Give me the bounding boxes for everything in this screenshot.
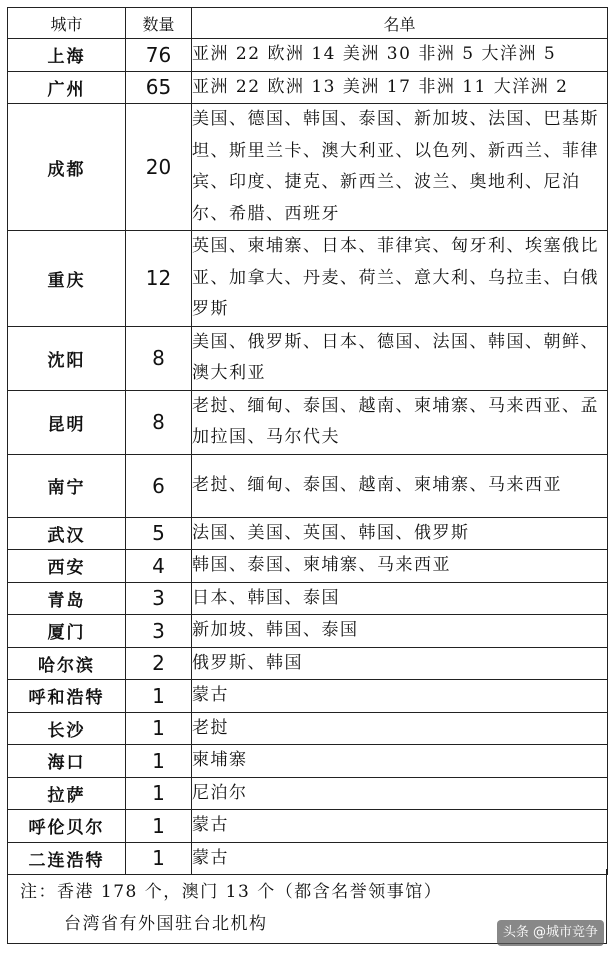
table-row	[8, 517, 608, 550]
row-city: 重庆	[8, 231, 126, 327]
footnote-line-2: 台湾省有外国驻台北机构	[64, 914, 268, 934]
table-row	[8, 712, 608, 745]
row-city: 上海	[8, 39, 126, 72]
row-count: 3	[126, 615, 192, 648]
table-row	[8, 615, 608, 648]
row-count: 1	[126, 745, 192, 778]
table-row	[8, 745, 608, 778]
row-list: 法国、美国、英国、韩国、俄罗斯	[192, 517, 608, 550]
row-city: 海口	[8, 745, 126, 778]
row-count: 6	[126, 454, 192, 517]
row-list: 日本、韩国、泰国	[192, 582, 608, 615]
row-list: 美国、德国、韩国、泰国、新加坡、法国、巴基斯坦、斯里兰卡、澳大利亚、以色列、新西兰、菲律宾、印度、捷克、新西兰、波兰、奥地利、尼泊尔、希腊、西班牙	[192, 104, 608, 231]
table-row	[8, 582, 608, 615]
table-header-row	[8, 8, 608, 39]
consulate-table	[7, 7, 608, 875]
row-count: 1	[126, 810, 192, 843]
row-city: 厦门	[8, 615, 126, 648]
row-count: 2	[126, 647, 192, 680]
row-city: 广州	[8, 71, 126, 104]
row-list: 美国、俄罗斯、日本、德国、法国、韩国、朝鲜、澳大利亚	[192, 326, 608, 390]
row-list: 老挝、缅甸、泰国、越南、柬埔寨、马来西亚、孟加拉国、马尔代夫	[192, 390, 608, 454]
row-count: 20	[126, 104, 192, 231]
row-city: 青岛	[8, 582, 126, 615]
table-row	[8, 104, 608, 231]
footnote-line-1: 注：香港 178 个，澳门 13 个（都含名誉领事馆）	[20, 882, 443, 902]
table-row	[8, 777, 608, 810]
row-city: 沈阳	[8, 326, 126, 390]
row-city: 长沙	[8, 712, 126, 745]
row-city: 西安	[8, 550, 126, 583]
row-city: 哈尔滨	[8, 647, 126, 680]
row-count: 8	[126, 326, 192, 390]
row-list: 柬埔寨	[192, 745, 608, 778]
row-city: 拉萨	[8, 777, 126, 810]
row-count: 1	[126, 777, 192, 810]
row-count: 4	[126, 550, 192, 583]
row-count: 1	[126, 842, 192, 875]
row-city: 昆明	[8, 390, 126, 454]
row-city: 呼伦贝尔	[8, 810, 126, 843]
row-list: 尼泊尔	[192, 777, 608, 810]
row-city: 武汉	[8, 517, 126, 550]
table-row	[8, 390, 608, 454]
row-list: 英国、柬埔寨、日本、菲律宾、匈牙利、埃塞俄比亚、加拿大、丹麦、荷兰、意大利、乌拉圭、白俄罗斯	[192, 231, 608, 327]
row-list: 老挝、缅甸、泰国、越南、柬埔寨、马来西亚	[192, 454, 608, 517]
row-list: 俄罗斯、韩国	[192, 647, 608, 680]
row-count: 1	[126, 680, 192, 713]
row-count: 76	[126, 39, 192, 72]
row-city: 南宁	[8, 454, 126, 517]
row-list: 新加坡、韩国、泰国	[192, 615, 608, 648]
row-city: 二连浩特	[8, 842, 126, 875]
table-row	[8, 39, 608, 72]
row-list: 韩国、泰国、柬埔寨、马来西亚	[192, 550, 608, 583]
row-city: 成都	[8, 104, 126, 231]
watermark: 头条 @城市竞争	[497, 920, 604, 946]
table-row	[8, 454, 608, 517]
row-count: 12	[126, 231, 192, 327]
row-count: 5	[126, 517, 192, 550]
row-list: 蒙古	[192, 842, 608, 875]
table-row	[8, 550, 608, 583]
row-count: 1	[126, 712, 192, 745]
table-row	[8, 71, 608, 104]
row-list: 亚洲 22 欧洲 14 美洲 30 非洲 5 大洋洲 5	[192, 39, 608, 72]
header-count: 数量	[126, 8, 192, 39]
row-count: 3	[126, 582, 192, 615]
header-city: 城市	[8, 8, 126, 39]
table-row	[8, 231, 608, 327]
row-count: 65	[126, 71, 192, 104]
header-list: 名单	[192, 8, 608, 39]
table-row	[8, 647, 608, 680]
table-row	[8, 810, 608, 843]
table-row	[8, 326, 608, 390]
row-city: 呼和浩特	[8, 680, 126, 713]
row-list: 蒙古	[192, 810, 608, 843]
row-list: 蒙古	[192, 680, 608, 713]
table-row	[8, 680, 608, 713]
row-list: 亚洲 22 欧洲 13 美洲 17 非洲 11 大洋洲 2	[192, 71, 608, 104]
row-count: 8	[126, 390, 192, 454]
row-list: 老挝	[192, 712, 608, 745]
